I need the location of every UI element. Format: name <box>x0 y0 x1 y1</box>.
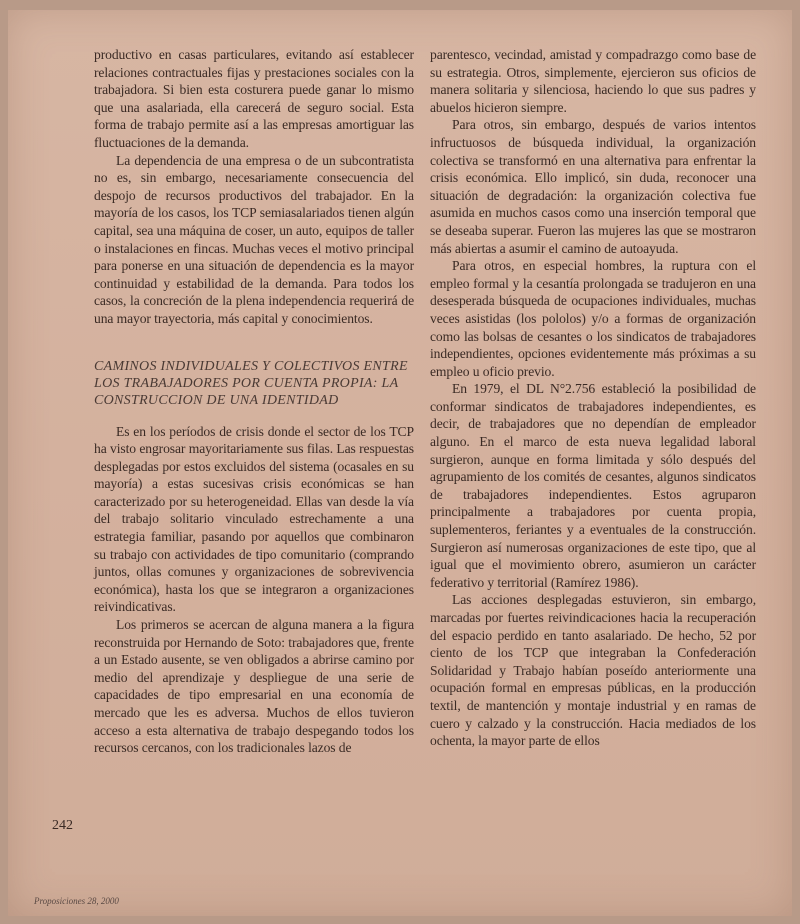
page-number: 242 <box>52 818 73 833</box>
left-paragraph-1: productivo en casas particulares, evitando así establecer relaciones contractuales fijas y prestaciones sociales con la trabajadora. Si bien esta costurera puede ganar lo mismo que una asalariada, ella carecerá de seguro social. Esta forma de trabajo permite así a las empresas amortiguar las fluctuaciones de la demanda. <box>94 47 414 150</box>
book-page <box>8 10 792 916</box>
left-paragraph-2: La dependencia de una empresa o de un subcontratista no es, sin embargo, necesariamente consecuencia del despojo de recursos productivos del trabajador. En la mayoría de los casos, los TCP semiasalariados tienen algún capital, sea una máquina de coser, un auto, equipos de taller o instalaciones en fincas. Muchas veces el motivo principal para ponerse en una situación de dependencia es la mayor continuidad y estabilidad de la demanda. Para todos los casos, la concreción de la plena independencia requerirá de una mayor trayectoria, más capital y conocimientos. <box>94 152 414 326</box>
right-paragraph-1: parentesco, vecindad, amistad y compadrazgo como base de su estrategia. Otros, simplemente, ejercieron sus oficios de manera solitaria y silenciosa, haciendo lo que sus padres y abuelos hicieron siempre. <box>430 47 756 115</box>
left-paragraph-4: Los primeros se acercan de alguna manera a la figura reconstruida por Hernando de Soto: trabajadores que, frente a un Estado ausente, se ven obligados a abrirse camino por medio del aprendizaje y despliegue de una serie de capacidades de tipo empresarial en una economía de mercado que les es adversa. Muchos de ellos tuvieron acceso a esta alternativa de trabajo despegando todos los recursos cercanos, con los tradicionales lazos de <box>94 617 414 756</box>
section-heading: CAMINOS INDIVIDUALES Y COLECTIVOS ENTRE LOS TRABAJADORES POR CUENTA PROPIA: LA CONSTRUCCION DE UNA IDENTIDAD <box>94 358 408 408</box>
right-paragraph-3: Para otros, en especial hombres, la ruptura con el empleo formal y la cesantía prolongada se tradujeron en una desesperada búsqueda de ocupaciones individuales, muchas veces asistidas (los pololos) y/o a formas de organización como las bolsas de cesantes o los sindicatos de trabajadores independientes, opciones evidentemente más próximas a su empleo u oficio previo. <box>430 258 756 379</box>
left-column <box>94 46 414 757</box>
page-footer: Proposiciones 28, 2000 <box>34 896 119 906</box>
right-paragraph-2: Para otros, sin embargo, después de varios intentos infructuosos de búsqueda individual, la organización colectiva se transformó en una alternativa para enfrentar la crisis económica. Ello implicó, sin duda, reconocer una situación de degradación: la organización colectiva fue asumida en muchos casos como una inserción temporal que se deseaba superar. Fueron las mujeres las que se mostraron más abiertas a asumir el camino de autoayuda. <box>430 117 756 256</box>
right-paragraph-5: Las acciones desplegadas estuvieron, sin embargo, marcadas por fuertes reivindicaciones hacia la recuperación del espacio perdido en tanto asalariado. De hecho, 52 por ciento de los TCP que integraban la Confederación Solidaridad y Trabajo habían poseído anteriormente una ocupación formal en empresas públicas, en la producción textil, de mantención y montaje industrial y en ramas de cuero y calzado y la construcción. Hacia mediados de los ochenta, la mayor parte de ellos <box>430 592 756 749</box>
right-paragraph-4: En 1979, el DL N°2.756 estableció la posibilidad de conformar sindicatos de trabajadores independientes, es decir, de trabajadores que no dependían de empleador alguno. En el marco de esta nueva legalidad laboral surgieron, aunque en forma limitada y sólo después del agrupamiento de los comités de cesantes, algunos sindicatos de trabajadores independientes. Estos agruparon principalmente a trabajadores por cuenta propia, suplementeros, feriantes y a eventuales de la construcción. Surgieron así numerosas organizaciones de este tipo, que al igual que el movimiento obrero, asumieron un carácter federativo y territorial (Ramírez 1986). <box>430 381 756 590</box>
left-paragraph-3: Es en los períodos de crisis donde el sector de los TCP ha visto engrosar mayoritariamente sus filas. Las respuestas desplegadas por estos excluidos del sistema (ocasales en su mayoría) a estas sucesivas crisis económicas se han caracterizado por su heterogeneidad. Ellas van desde la vía del trabajo solitario vinculado estrechamente a una estrategia familiar, pasando por aquellos que combinaron su trabajo con actividades de tipo comunitario (comprando juntos, ollas comunes y organizaciones de sobrevivencia económica), hasta los que se integraron a organizaciones reivindicativas. <box>94 423 414 615</box>
right-column <box>430 46 756 750</box>
